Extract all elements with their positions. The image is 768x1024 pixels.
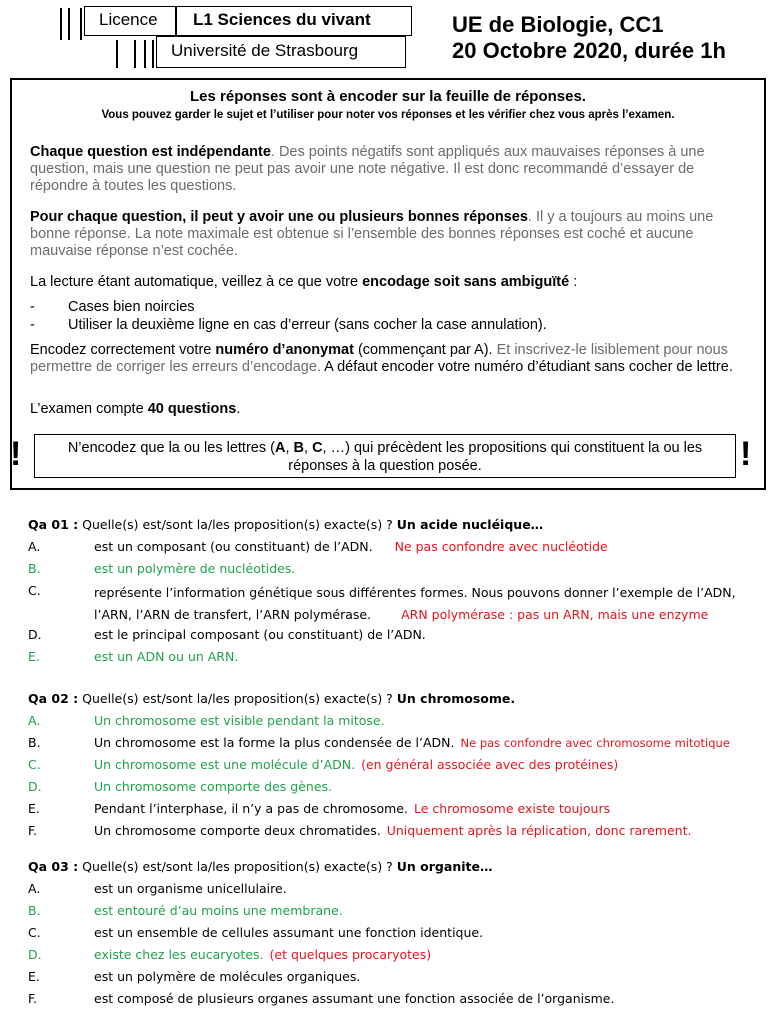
encoding-note xyxy=(41,439,729,475)
option-text: est composé de plusieurs organes assumant une fonction associée de l’organisme. xyxy=(94,991,615,1006)
question-title xyxy=(28,690,758,708)
option-letter: B. xyxy=(28,735,41,750)
licence-box xyxy=(84,6,176,36)
question-block xyxy=(28,516,758,670)
bullet-text: Utiliser la deuxième ligne en cas d’erreur (sans cocher la case annulation). xyxy=(68,317,547,333)
question-block xyxy=(28,690,758,844)
paragraph-multiple-answers-text: . Il y a toujours au moins une bonne réponse. La note maximale est obtenue si l’ensemble des bonnes réponses est coché et aucune mauvaise réponse n’est cochée. xyxy=(30,209,714,259)
option-row xyxy=(28,800,758,822)
question-count-bold: 40 questions xyxy=(147,401,237,417)
question-subject: Un acide nucléique… xyxy=(396,517,544,532)
barcode-bar xyxy=(116,40,118,68)
instructions-title: Les réponses sont à encoder sur la feuille de réponses. xyxy=(190,88,586,105)
note-letter-a: A xyxy=(274,440,286,456)
option-text: Pendant l’interphase, il n’y a pas de chromosome. xyxy=(94,801,408,816)
option-letter: C. xyxy=(28,925,41,940)
question-subject: Un organite… xyxy=(396,859,493,874)
option-letter: D. xyxy=(28,627,42,642)
bullet-dash: - xyxy=(30,299,35,315)
paragraph-independence xyxy=(30,144,742,195)
question-number: Qa 02 : xyxy=(28,691,79,706)
question-subject: Un chromosome. xyxy=(396,691,516,706)
option-row xyxy=(28,734,758,756)
option-text: est un ADN ou un ARN. xyxy=(94,649,239,664)
note-text: N’encodez que la ou les lettres ( xyxy=(67,440,275,456)
program-box xyxy=(176,6,412,36)
option-row xyxy=(28,756,758,778)
option-row xyxy=(28,538,758,560)
question-count-period: . xyxy=(236,401,241,417)
university-box xyxy=(156,36,406,68)
correction-note: Uniquement après la réplication, donc rarement. xyxy=(386,823,692,838)
paragraph-encoding xyxy=(30,274,742,291)
option-letter: E. xyxy=(28,649,40,664)
question-title xyxy=(28,858,758,876)
correction-note: ARN polymérase : pas un ARN, mais une enzyme xyxy=(401,607,709,622)
exam-date: 20 Octobre 2020, durée 1h xyxy=(452,38,726,63)
correction-note: Le chromosome existe toujours xyxy=(413,801,611,816)
option-letter: A. xyxy=(28,881,41,896)
option-text: est un polymère de molécules organiques. xyxy=(94,969,361,984)
exclamation-icon: ! xyxy=(740,435,752,473)
option-text: est entouré d’au moins une membrane. xyxy=(94,903,343,918)
paragraph-encoding-text: La lecture étant automatique, veillez à ce que votre xyxy=(30,274,363,290)
option-letter: B. xyxy=(28,903,41,918)
paragraph-independence-text: . Des points négatifs sont appliqués aux mauvaises réponses à une question, mais une question ne peut pas avoir une note négative. Il est donc recommandé d’essayer de répondre à toutes les questions. xyxy=(30,144,705,194)
correction-note: Ne pas confondre avec chromosome mitotique xyxy=(460,736,730,750)
option-text: est un ensemble de cellules assumant une fonction identique. xyxy=(94,925,484,940)
option-text: est un polymère de nucléotides. xyxy=(94,561,296,576)
option-letter: D. xyxy=(28,779,42,794)
paragraph-anonymity-text: Encodez correctement votre xyxy=(30,342,216,358)
option-text: Un chromosome est une molécule d’ADN. xyxy=(94,757,356,772)
instructions-subtitle: Vous pouvez garder le sujet et l’utiliser pour noter vos réponses et les vérifier chez vous après l’examen. xyxy=(101,109,675,121)
note-text: , …) qui précèdent les propositions qui constituent la ou les réponses à la question posée. xyxy=(288,440,703,474)
barcode-bar xyxy=(80,8,82,40)
note-letter-b: B xyxy=(293,440,304,456)
encoding-note-box xyxy=(34,434,736,478)
paragraph-independence-bold: Chaque question est indépendante xyxy=(30,144,271,160)
barcode-bar xyxy=(144,40,146,68)
paragraph-anonymity-text: (commençant par A). xyxy=(353,342,493,358)
option-row xyxy=(28,778,758,800)
question-prompt: Quelle(s) est/sont la/les proposition(s) exacte(s) ? xyxy=(78,859,397,874)
option-row xyxy=(28,968,758,990)
option-letter: D. xyxy=(28,947,42,962)
option-row xyxy=(28,880,758,902)
option-row xyxy=(28,626,758,648)
option-letter: C. xyxy=(28,583,41,598)
correction-note: (en général associée avec des protéines) xyxy=(361,757,619,772)
paragraph-question-count xyxy=(30,401,742,418)
option-text: Un chromosome comporte deux chromatides. xyxy=(94,823,381,838)
ue-title: UE de Biologie, CC1 xyxy=(452,12,664,37)
option-row xyxy=(28,902,758,924)
barcode-bar xyxy=(152,40,154,68)
option-row xyxy=(28,712,758,734)
question-block xyxy=(28,858,758,1012)
option-letter: C. xyxy=(28,757,41,772)
paragraph-anonymity-text: A défaut encoder votre numéro d’étudiant sans cocher de lettre. xyxy=(320,359,733,375)
licence-label: Licence xyxy=(99,10,158,29)
university-label: Université de Strasbourg xyxy=(171,41,359,60)
option-text: est le principal composant (ou constituant) de l’ADN. xyxy=(94,627,426,642)
correction-note: Ne pas confondre avec nucléotide xyxy=(394,539,608,554)
option-text: Un chromosome est la forme la plus condensée de l’ADN. xyxy=(94,735,455,750)
option-letter: E. xyxy=(28,801,40,816)
option-text: est un composant (ou constituant) de l’ADN. xyxy=(94,539,373,554)
paragraph-multiple-answers-bold: Pour chaque question, il peut y avoir une ou plusieurs bonnes réponses xyxy=(30,209,528,225)
option-row xyxy=(28,560,758,582)
question-prompt: Quelle(s) est/sont la/les proposition(s) exacte(s) ? xyxy=(78,517,397,532)
option-text: Un chromosome est visible pendant la mitose. xyxy=(94,713,385,728)
paragraph-anonymity-bold: numéro d’anonymat xyxy=(215,342,354,358)
note-separator: , xyxy=(285,440,294,456)
option-row xyxy=(28,946,758,968)
question-prompt: Quelle(s) est/sont la/les proposition(s) exacte(s) ? xyxy=(78,691,397,706)
option-letter: A. xyxy=(28,539,41,554)
option-letter: A. xyxy=(28,713,41,728)
note-letter-c: C xyxy=(312,440,323,456)
option-letter: E. xyxy=(28,969,40,984)
paragraph-encoding-bold: encodage soit sans ambiguïté xyxy=(362,274,570,290)
barcode-bar xyxy=(60,8,62,40)
option-row xyxy=(28,648,758,670)
bullet-text: Cases bien noircies xyxy=(68,299,195,315)
note-separator: , xyxy=(304,440,313,456)
paragraph-anonymity-gray: Et inscrivez-le lisiblement pour nous permettre de corriger les erreurs d’encodage. xyxy=(30,342,728,375)
exclamation-icon: ! xyxy=(10,435,22,473)
barcode-bar xyxy=(68,8,70,40)
paragraph-anonymity xyxy=(30,342,742,376)
program-label: L1 Sciences du vivant xyxy=(193,10,371,29)
option-letter: F. xyxy=(28,823,38,838)
paragraph-multiple-answers xyxy=(30,209,742,260)
option-row xyxy=(28,582,758,626)
option-text: existe chez les eucaryotes. xyxy=(94,947,264,962)
correction-note: (et quelques procaryotes) xyxy=(269,947,432,962)
option-letter: B. xyxy=(28,561,41,576)
bullet-dash: - xyxy=(30,317,35,333)
barcode-bar xyxy=(134,40,136,68)
option-row xyxy=(28,822,758,844)
question-title xyxy=(28,516,758,534)
option-text: est un organisme unicellulaire. xyxy=(94,881,287,896)
option-row xyxy=(28,990,758,1012)
option-text: Un chromosome comporte des gènes. xyxy=(94,779,332,794)
option-letter: F. xyxy=(28,991,38,1006)
paragraph-encoding-colon: : xyxy=(569,274,578,290)
question-number: Qa 01 : xyxy=(28,517,79,532)
question-number: Qa 03 : xyxy=(28,859,79,874)
option-text: représente l’information génétique sous différentes formes. Nous pouvons donner l’exemple de l’ADN, l’ARN, l’ARN de transfert, l’ARN polymérase. xyxy=(94,585,736,622)
question-count-text: L’examen compte xyxy=(30,401,148,417)
option-row xyxy=(28,924,758,946)
